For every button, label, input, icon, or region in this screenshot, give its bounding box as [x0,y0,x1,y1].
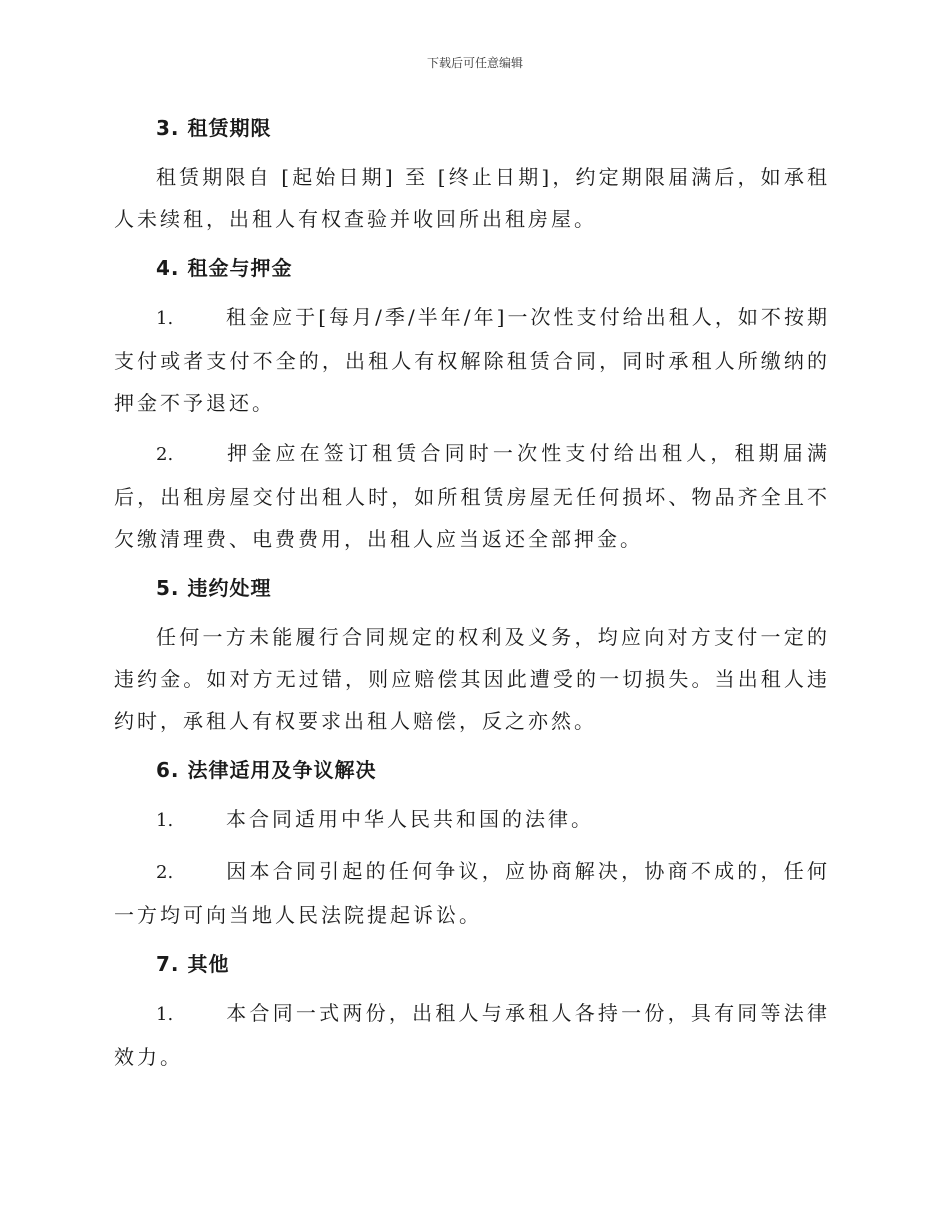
paragraph-breach: 任何一方未能履行合同规定的权利及义务，均应向对方支付一定的违约金。如对方无过错，则应赔偿其因此遭受的一切损失。当出租人违约时，承租人有权要求出租人赔偿，反之亦然。 [114,625,830,733]
list-text: 租金应于[每月/季/半年/年]一次性支付给出租人，如不按期支付或者支付不全的，出租人有权解除租赁合同，同时承租人所缴纳的押金不予退还。 [114,305,830,415]
list-text: 因本合同引起的任何争议，应协商解决，协商不成的，任何一方均可向当地人民法院提起诉讼。 [114,859,830,927]
list-number: 2. [156,444,174,465]
list-item-deposit [114,432,830,560]
list-item-rent [114,296,830,424]
list-text: 本合同一式两份，出租人与承租人各持一份，具有同等法律效力。 [114,1001,830,1069]
list-item-applicable-law [114,798,830,842]
document-body [114,108,830,1086]
section-title-governing-law: 6. 法律适用及争议解决 [156,758,377,782]
section-title-lease-term: 3. 租赁期限 [156,116,272,140]
section-title-breach: 5. 违约处理 [156,576,272,600]
list-number: 1. [156,308,174,329]
list-number: 2. [156,862,174,883]
section-title-rent-deposit: 4. 租金与押金 [156,256,293,280]
list-text: 押金应在签订租赁合同时一次性支付给出租人，租期届满后，出租房屋交付出租人时，如所租赁房屋无任何损坏、物品齐全且不欠缴清理费、电费费用，出租人应当返还全部押金。 [114,441,830,551]
paragraph-lease-term: 租赁期限自 [起始日期] 至 [终止日期]，约定期限届满后，如承租人未续租，出租人有权查验并收回所出租房屋。 [114,165,830,231]
list-number: 1. [156,1004,174,1025]
list-item-dispute [114,850,830,936]
list-item-copies [114,992,830,1078]
page-header: 下载后可任意编辑 [426,56,523,70]
section-title-other: 7. 其他 [156,952,230,976]
list-text: 本合同适用中华人民共和国的法律。 [226,807,594,831]
list-number: 1. [156,810,174,831]
